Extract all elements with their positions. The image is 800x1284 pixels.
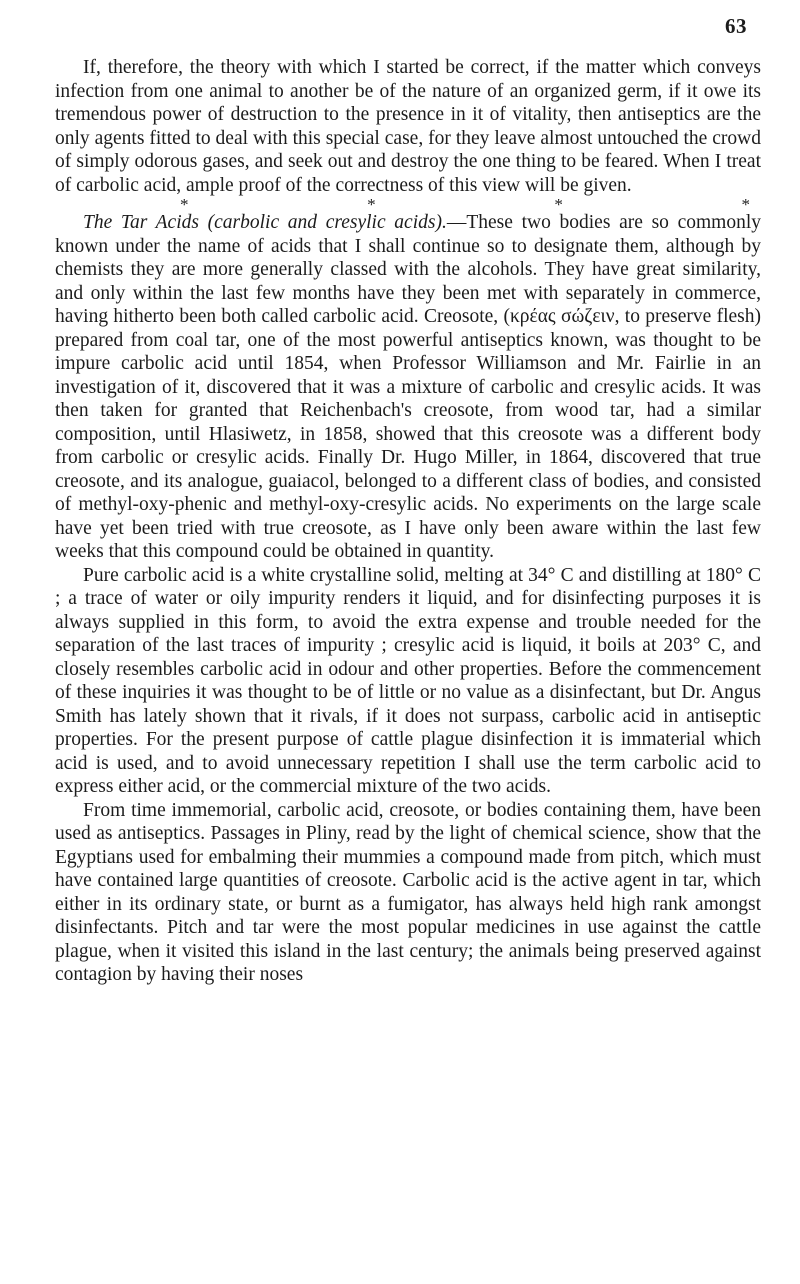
paragraph-history: From time immemorial, carbolic acid, creosote, or bodies containing them, have been used as antiseptics. Passages in Pliny, read by the light of chemical science, show that the Egyptians used for embalming their mummies a compound made from pitch, which must have contained large quantities of creosote. Carbolic acid is the active agent in tar, which either in its ordinary state, or burnt as a fumigator, has always held high rank amongst disinfectants. Pitch and tar were the most popular medicines in use against the cattle plague, when it visited this island in the last century; the animals being preserved against contagion by having their noses	[55, 799, 761, 985]
separator-asterisk: *	[180, 195, 189, 214]
paragraph-tar-acids	[55, 211, 761, 564]
page-number: 63	[725, 14, 747, 38]
paragraph-theory: If, therefore, the theory with which I started be correct, if the matter which conveys infection from one animal to another be of the nature of an organized germ, if it owe its tremendous power of destruction to the presence in it of vitality, then antiseptics are the only agents fitted to deal with this special case, for they leave almost untouched the crowd of simply odorous gases, and seek out and destroy the one thing to be feared. When I treat of carbolic acid, ample proof of the correctness of this view will be given.	[55, 57, 761, 196]
body-text	[55, 56, 761, 987]
separator-asterisk: *	[367, 195, 376, 214]
paragraph-pure-carbolic: Pure carbolic acid is a white crystalline solid, melting at 34° C and distilling at 180° C ; a trace of water or oily impurity renders it liquid, and for disinfecting purposes it is always supplied in this form, to avoid the extra expense and trouble needed for the separation of the last traces of impurity ; cresylic acid is liquid, it boils at 203° C, and closely resembles carbolic acid in odour and other properties. Before the commencement of these inquiries it was thought to be of little or no value as a disinfectant, but Dr. Angus Smith has lately shown that it rivals, if it does not surpass, carbolic acid in antiseptic properties. For the present purpose of cattle plague disinfection it is immaterial which acid is used, and to avoid unnecessary repetition I shall use the term carbolic acid to express either acid, or the commercial mixture of the two acids.	[55, 564, 761, 797]
section-heading-tar-acids: The Tar Acids (carbolic and cresylic acids).	[83, 212, 447, 233]
separator-asterisk: *	[554, 195, 563, 214]
paragraph-tar-acids-body: —These two bodies are so commonly known under the name of acids that I shall continue so to designate them, although by chemists they are more generally classed with the alcohols. They have great similarity, and only within the last few months have they been met with separately in commerce, having hitherto been both called carbolic acid. Creosote, (κρέας σώζειν, to preserve flesh) prepared from coal tar, one of the most powerful antiseptics known, was thought to be impure carbolic acid until 1854, when Professor Williamson and Mr. Fairlie in an investigation of it, discovered that it was a mixture of carbolic and cresylic acids. It was then taken for granted that Reichenbach's creosote, from wood tar, had a similar composition, until Hlasiwetz, in 1858, showed that this creosote was a different body from carbolic or cresylic acids. Finally Dr. Hugo Miller, in 1864, discovered that true creosote, and its analogue, guaiacol, belonged to a different class of bodies, and consisted of methyl-oxy-phenic and methyl-oxy-cresylic acids. No experiments on the large scale have yet been tried with true creosote, as I have only been aware within the last few weeks that this compound could be obtained in quantity.	[55, 212, 761, 562]
separator-asterisk: *	[741, 195, 750, 214]
